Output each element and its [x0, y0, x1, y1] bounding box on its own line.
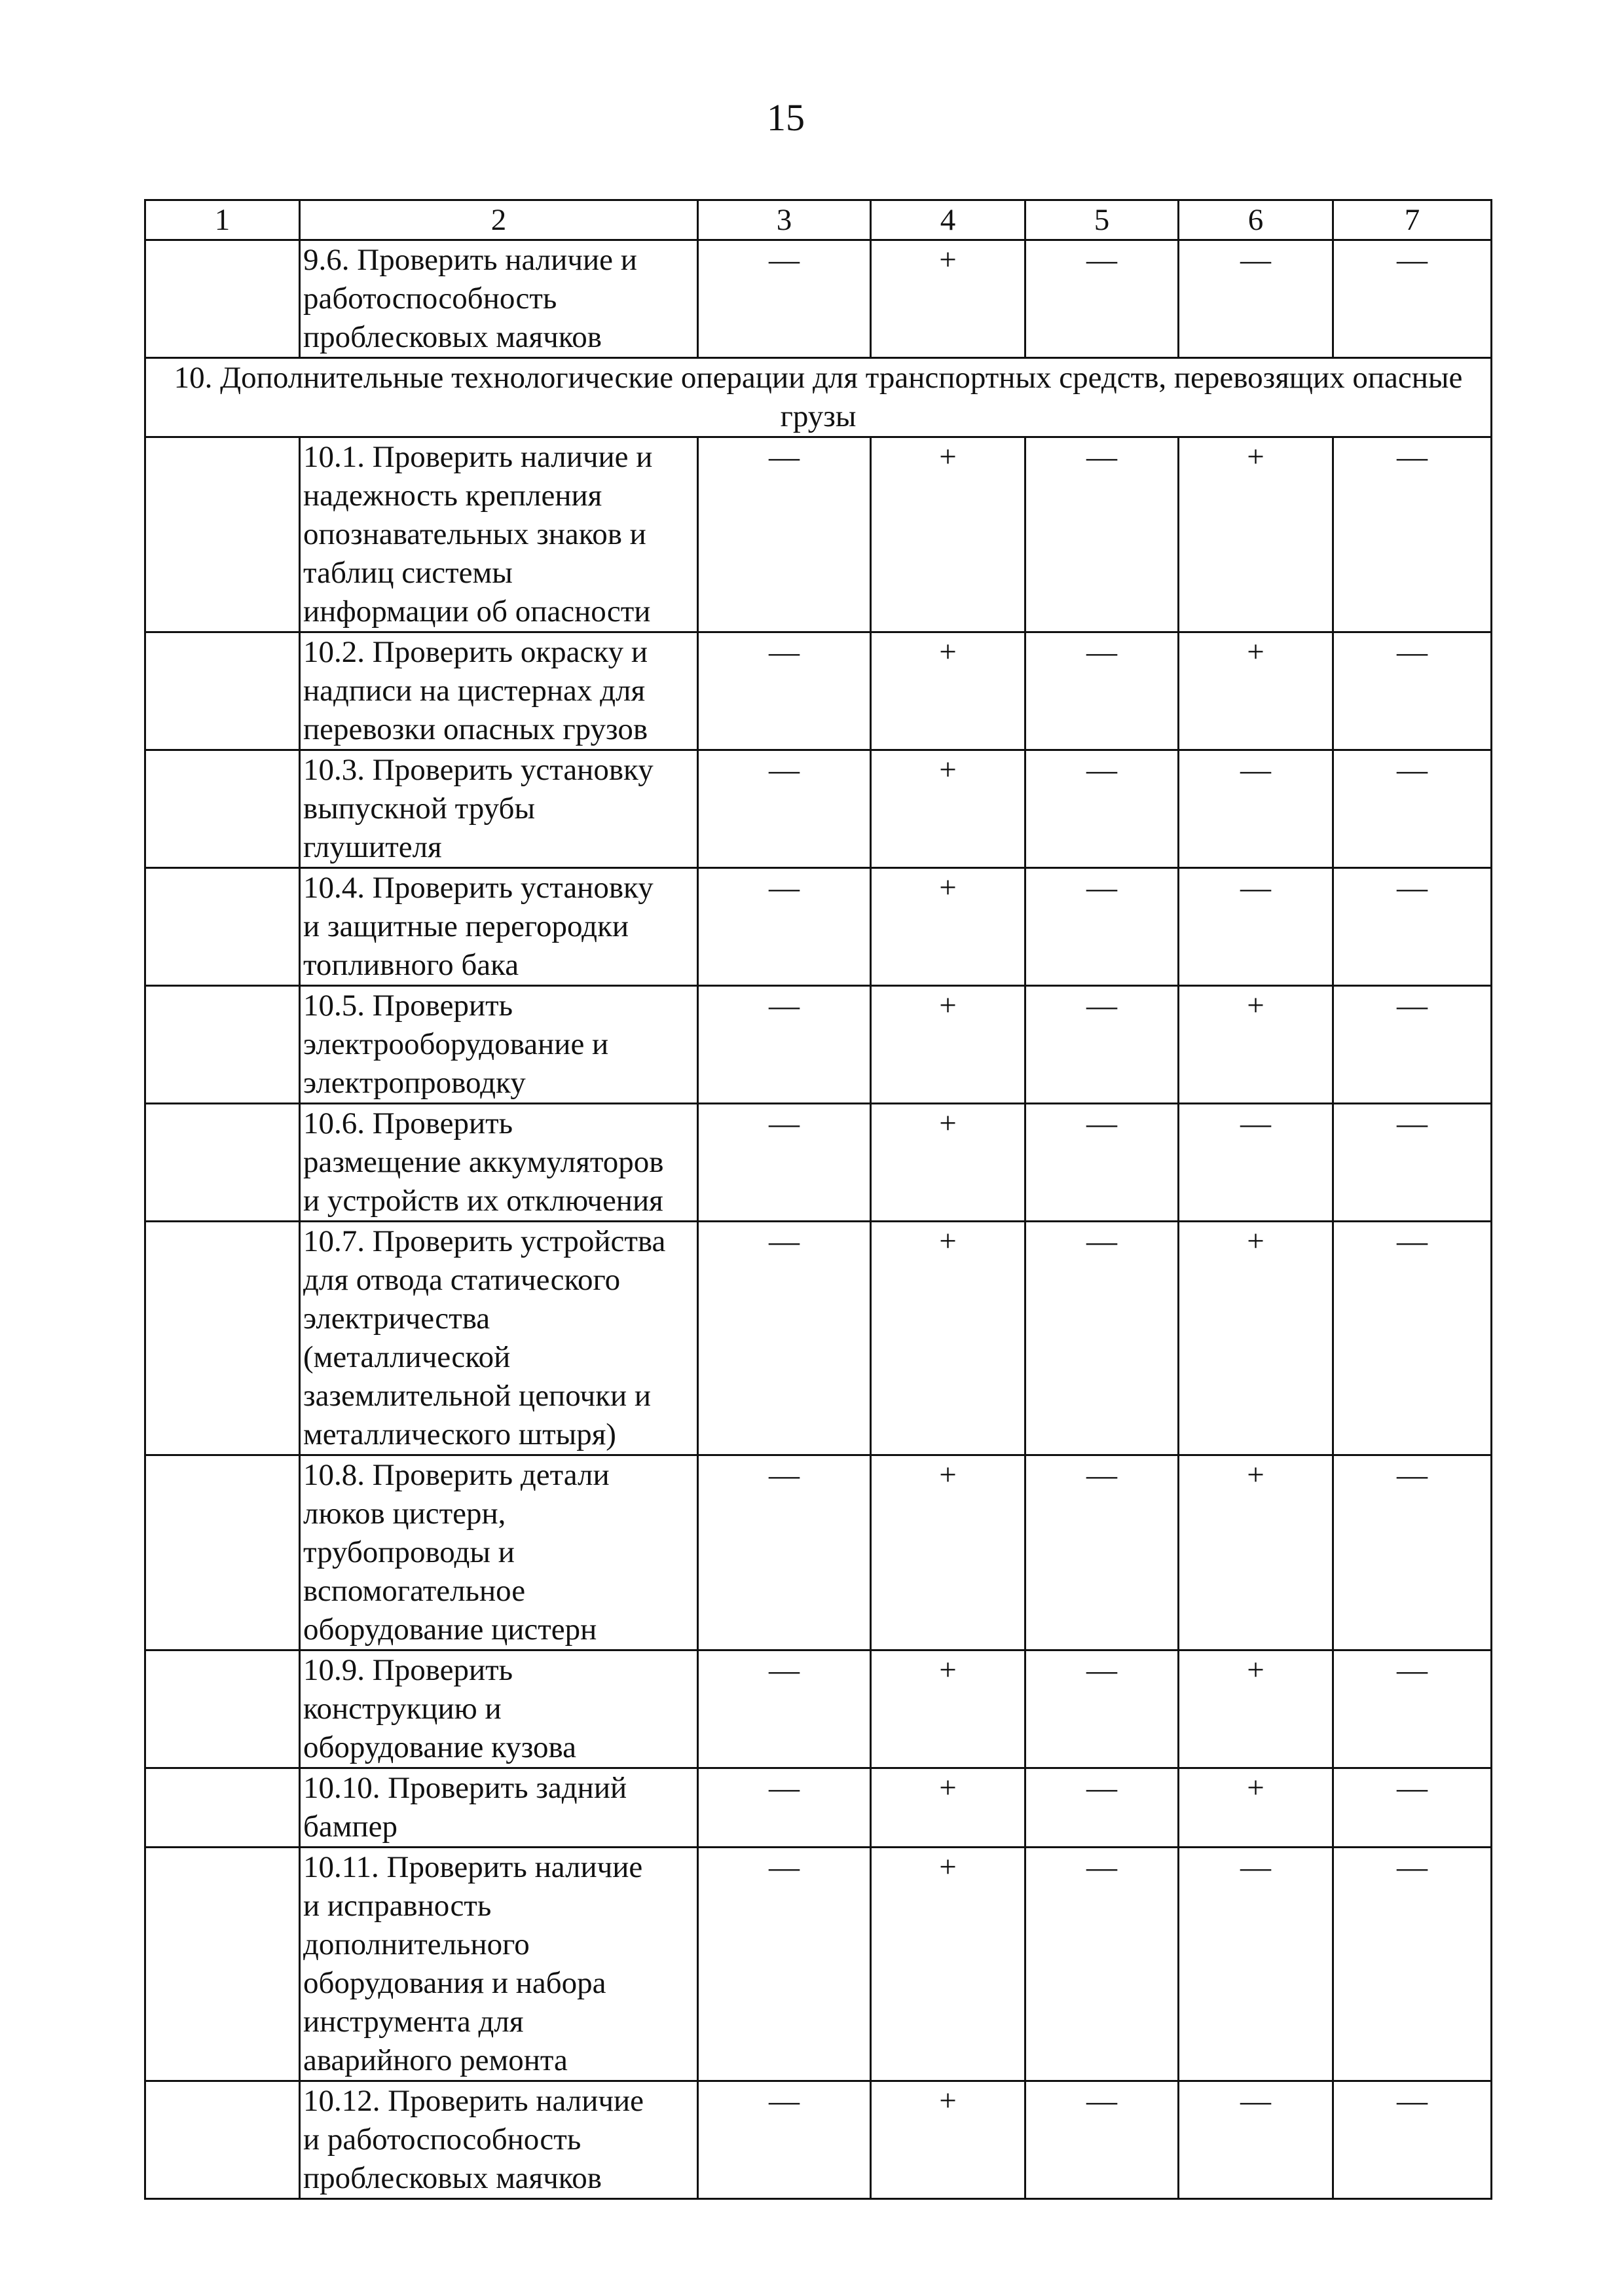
applicability-mark: — — [1333, 1455, 1492, 1650]
applicability-mark: — — [698, 1650, 871, 1768]
applicability-mark: — — [698, 1455, 871, 1650]
applicability-mark: — — [1333, 2081, 1492, 2199]
applicability-mark: — — [1179, 2081, 1333, 2199]
row-number-cell — [145, 240, 300, 358]
applicability-mark: — — [698, 437, 871, 632]
operation-text: 10.3. Проверить установку выпускной трубы глушителя — [300, 750, 698, 868]
row-number-cell — [145, 868, 300, 986]
applicability-mark: — — [1333, 240, 1492, 358]
applicability-mark: + — [871, 1455, 1025, 1650]
table-row — [145, 2081, 1492, 2199]
applicability-mark: — — [1025, 632, 1179, 750]
row-number-cell — [145, 2081, 300, 2199]
applicability-mark: + — [1179, 1650, 1333, 1768]
table-row — [145, 437, 1492, 632]
applicability-mark: — — [1025, 986, 1179, 1104]
applicability-mark: — — [698, 1222, 871, 1455]
applicability-mark: + — [871, 986, 1025, 1104]
column-header: 5 — [1025, 200, 1179, 240]
row-number-cell — [145, 632, 300, 750]
operation-text: 10.6. Проверить размещение аккумуляторов и устройств их отключения — [300, 1104, 698, 1222]
applicability-mark: + — [871, 632, 1025, 750]
column-header: 7 — [1333, 200, 1492, 240]
applicability-mark: + — [871, 1222, 1025, 1455]
applicability-mark: — — [1179, 240, 1333, 358]
operation-text: 10.12. Проверить наличие и работоспособность проблесковых маячков — [300, 2081, 698, 2199]
applicability-mark: — — [1179, 750, 1333, 868]
applicability-mark: — — [1333, 632, 1492, 750]
applicability-mark: + — [1179, 1222, 1333, 1455]
row-number-cell — [145, 1104, 300, 1222]
table-row — [145, 1848, 1492, 2081]
table-row — [145, 986, 1492, 1104]
column-header: 2 — [300, 200, 698, 240]
row-number-cell — [145, 437, 300, 632]
applicability-mark: + — [871, 750, 1025, 868]
applicability-mark: — — [1025, 868, 1179, 986]
applicability-mark: — — [1025, 1650, 1179, 1768]
applicability-mark: — — [1025, 437, 1179, 632]
applicability-mark: — — [1333, 1768, 1492, 1848]
page-number: 15 — [767, 96, 805, 139]
column-header: 3 — [698, 200, 871, 240]
applicability-mark: — — [1333, 868, 1492, 986]
applicability-mark: — — [698, 986, 871, 1104]
inspection-table — [144, 199, 1492, 2200]
row-number-cell — [145, 1650, 300, 1768]
applicability-mark: — — [1025, 750, 1179, 868]
applicability-mark: + — [1179, 1768, 1333, 1848]
column-header: 1 — [145, 200, 300, 240]
table-row — [145, 1222, 1492, 1455]
applicability-mark: + — [871, 2081, 1025, 2199]
table-row — [145, 240, 1492, 358]
row-number-cell — [145, 750, 300, 868]
applicability-mark: — — [1333, 986, 1492, 1104]
applicability-mark: + — [1179, 986, 1333, 1104]
applicability-mark: — — [698, 868, 871, 986]
applicability-mark: — — [698, 1104, 871, 1222]
section-row — [145, 358, 1492, 437]
applicability-mark: — — [698, 2081, 871, 2199]
operation-text: 10.5. Проверить электрооборудование и электропроводку — [300, 986, 698, 1104]
applicability-mark: — — [1179, 1848, 1333, 2081]
table-row — [145, 1104, 1492, 1222]
row-number-cell — [145, 1848, 300, 2081]
table-row — [145, 868, 1492, 986]
operation-text: 10.8. Проверить детали люков цистерн, трубопроводы и вспомогательное оборудование цистерн — [300, 1455, 698, 1650]
row-number-cell — [145, 1455, 300, 1650]
applicability-mark: + — [1179, 437, 1333, 632]
applicability-mark: — — [698, 750, 871, 868]
table-row — [145, 1455, 1492, 1650]
table-row — [145, 1768, 1492, 1848]
applicability-mark: — — [1333, 1104, 1492, 1222]
operation-text: 10.11. Проверить наличие и исправность дополнительного оборудования и набора инструмента для аварийного ремонта — [300, 1848, 698, 2081]
applicability-mark: — — [1333, 437, 1492, 632]
row-number-cell — [145, 1768, 300, 1848]
applicability-mark: + — [1179, 1455, 1333, 1650]
table-row — [145, 750, 1492, 868]
applicability-mark: — — [1333, 1848, 1492, 2081]
applicability-mark: — — [1025, 1768, 1179, 1848]
applicability-mark: — — [1179, 868, 1333, 986]
operation-text: 10.2. Проверить окраску и надписи на цистернах для перевозки опасных грузов — [300, 632, 698, 750]
column-header: 6 — [1179, 200, 1333, 240]
applicability-mark: + — [871, 437, 1025, 632]
row-number-cell — [145, 986, 300, 1104]
applicability-mark: — — [1025, 1222, 1179, 1455]
applicability-mark: — — [1025, 1848, 1179, 2081]
applicability-mark: + — [871, 1104, 1025, 1222]
applicability-mark: — — [1025, 240, 1179, 358]
applicability-mark: — — [1025, 1455, 1179, 1650]
applicability-mark: — — [1025, 2081, 1179, 2199]
row-number-cell — [145, 1222, 300, 1455]
applicability-mark: — — [1179, 1104, 1333, 1222]
column-header-row — [145, 200, 1492, 240]
applicability-mark: — — [1333, 1222, 1492, 1455]
applicability-mark: + — [871, 1848, 1025, 2081]
column-header: 4 — [871, 200, 1025, 240]
applicability-mark: — — [1333, 1650, 1492, 1768]
applicability-mark: + — [871, 868, 1025, 986]
operation-text: 10.10. Проверить задний бампер — [300, 1768, 698, 1848]
applicability-mark: — — [698, 240, 871, 358]
applicability-mark: + — [871, 1650, 1025, 1768]
table-row — [145, 1650, 1492, 1768]
table-row — [145, 632, 1492, 750]
operation-text: 10.1. Проверить наличие и надежность крепления опознавательных знаков и таблиц системы информации об опасности — [300, 437, 698, 632]
applicability-mark: + — [1179, 632, 1333, 750]
applicability-mark: — — [1333, 750, 1492, 868]
operation-text: 9.6. Проверить наличие и работоспособность проблесковых маячков — [300, 240, 698, 358]
applicability-mark: — — [1025, 1104, 1179, 1222]
operation-text: 10.9. Проверить конструкцию и оборудование кузова — [300, 1650, 698, 1768]
operation-text: 10.7. Проверить устройства для отвода статического электричества (металлической заземлительной цепочки и металлического штыря) — [300, 1222, 698, 1455]
applicability-mark: — — [698, 1848, 871, 2081]
section-title: 10. Дополнительные технологические операции для транспортных средств, перевозящих опасные грузы — [145, 358, 1492, 437]
applicability-mark: — — [698, 632, 871, 750]
applicability-mark: + — [871, 240, 1025, 358]
applicability-mark: — — [698, 1768, 871, 1848]
applicability-mark: + — [871, 1768, 1025, 1848]
operation-text: 10.4. Проверить установку и защитные перегородки топливного бака — [300, 868, 698, 986]
